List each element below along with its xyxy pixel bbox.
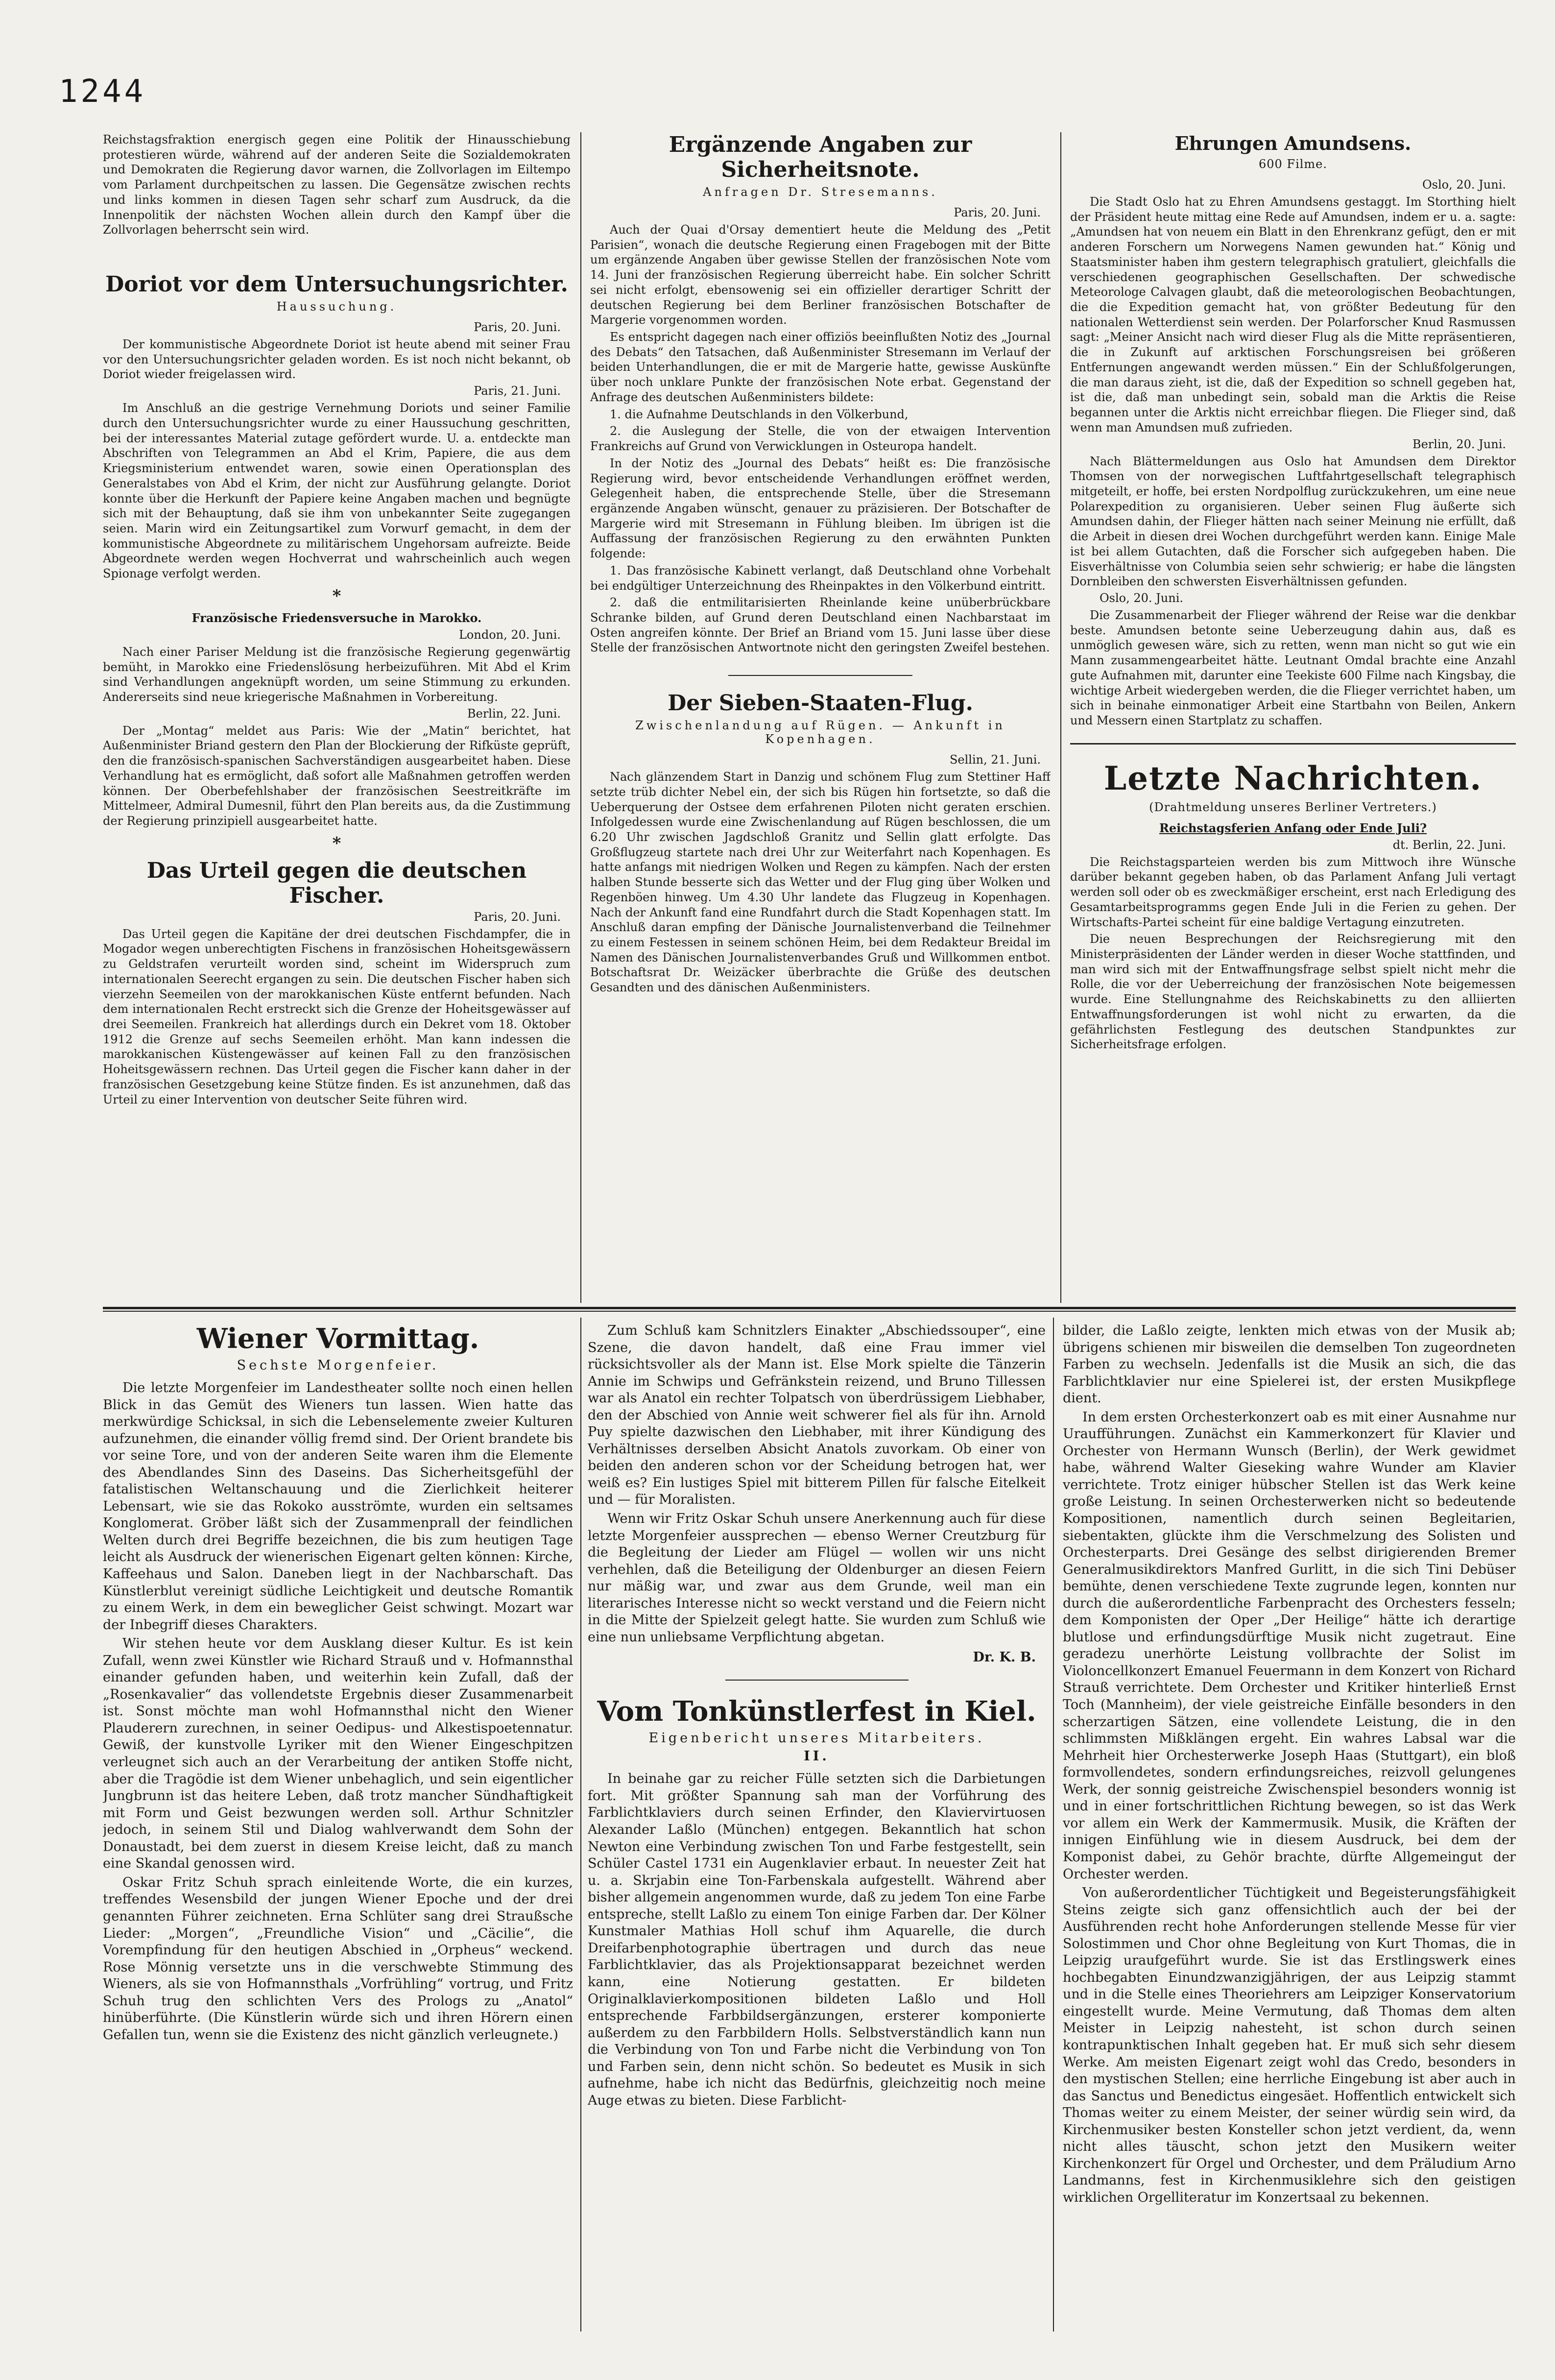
paragraph: 1. Das französische Kabinett verlangt, daß Deutschland ohne Vorbehalt bei endgültiger Unterzeichnung des Rheinpaktes in den Völkerbund eintritt. [590, 563, 1051, 593]
paragraph: Nach einer Pariser Meldung ist die französische Regierung gegenwärtig bemüht, in Marokko eine Friedenslösung herbeizuführen. Mit Abd el Krim sind Verhandlungen angeknüpft worden, um seine Stimmung zu erkunden. Andererseits sind neue kriegerische Maßnahmen in Vorbereitung. [103, 645, 571, 704]
article-sieben-staaten-flug [590, 691, 1051, 995]
feuilleton-column-3 [1063, 1322, 1516, 2341]
section-divider-thin [103, 1311, 1516, 1312]
column-rule [1060, 132, 1061, 1303]
paragraph: Die neuen Besprechungen der Reichsregierung mit den Ministerpräsidenten der Länder werden in dieser Woche stattfinden, und man wird sich mit der Entwaffnungsfrage selbst spielt nicht mehr die Rolle, die vor der Ueberreichung der französischen Note beigemessen wurde. Eine Stellungnahme des Reichskabinetts zu den alliierten Entwaffnungsforderungen ist wohl nicht zu erwarten, da die gefährlichsten Festlegung des deutschen Standpunktes zur Sicherheitsfrage erfolgen. [1070, 932, 1516, 1052]
paragraph: In dem ersten Orchesterkonzert oab es mit einer Ausnahme nur Uraufführungen. Zunächst ein Kammerkonzert für Klavier und Orchester von Hermann Wunsch (Berlin), der Werk gewidmet habe, während Walter Gieseking wahre Wunder am Klavier verrichtete. Trotz einiger hübscher Stellen ist das Werk keine große Leistung. In seinen Orchesterwerken nicht so bedeutende Kompositionen, namentlich durch seinen Begleitarien, siebentakten, glückte ihm die Verschmelzung des Solisten und Orchesterparts. Drei Gesänge des selbst dirigierenden Bremer Generalmusikdirektors Manfred Gurlitt, in die sich Tini Debüser bemühte, denen verschiedene Texte zugrunde legen, konnten nur durch die außerordentliche Farbenpracht des Orchesters fesseln; dem Komponisten der Oper „Der Heilige“ hätte ich derartige blutlose und erfindungsdürftige Musik nicht zugetraut. Eine geradezu unerhörte Leistung vollbrachte der Solist im Violoncellkonzert Emanuel Feuermann in dem Konzert von Richard Strauß verrichtete. Dem Orchester und Kritiker hinterließ Ernst Toch (Mannheim), der viele geistreiche Einfälle besonders in den scherzartigen Sätzen, eine vollendete Leistung, die in den schlimmsten Mißklängen ergeht. Ein wahres Labsal war die Mehrheit hier Orchesterwerke Joseph Haas (Stuttgart), ein bloß formvollendetes, sondern erfindungsreiches, reizvoll gelungenes Werk, der sonnig geistreiche Zwischenspiel besonders wonnig ist und in einer fortschrittlichen Richtung bewegen, so ist das Werk vor allem ein Werk der Kammermusik. Musik, die Kräften der innigen Einfühlung wie in diesem Ausdruck, bei dem der Komponist dabei, zu Gehör brachte, dürfte Allgemeingut der Orchester werden. [1063, 1409, 1516, 1882]
section-divider [103, 1307, 1516, 1309]
section-subhead: Reichstagsferien Anfang oder Ende Juli? [1159, 820, 1427, 835]
article-sicherheitsnote [590, 132, 1051, 655]
dateline: Berlin, 22. Juni. [467, 706, 561, 721]
list-item: 2. die Auslegung der Stelle, die von der etwaigen Intervention Frankreichs auf Grund von Verwicklungen in Osteuropa handelt. [590, 424, 1051, 454]
dateline: Sellin, 21. Juni. [949, 753, 1041, 767]
dateline: Oslo, 20. Juni. [1100, 591, 1184, 605]
paragraph: Der kommunistische Abgeordnete Doriot ist heute abend mit seiner Frau vor den Untersuchungsrichter geladen worden. Es ist noch nicht bekannt, ob Doriot wieder freigelassen wird. [103, 337, 571, 382]
article-subtitle: Sechste Morgenfeier. [237, 1358, 439, 1373]
article-divider [728, 675, 912, 676]
dateline: Paris, 20. Juni. [474, 910, 561, 924]
article-title: Ergänzende Angaben zur Sicherheitsnote. [669, 132, 972, 182]
column-rule [1053, 1318, 1054, 2332]
part-number: II. [804, 1749, 830, 1764]
paragraph: Die Stadt Oslo hat zu Ehren Amundsens gestaggt. Im Storthing hielt der Präsident heute mittag eine Rede auf Amundsen, indem er u. a. sagte: „Amundsen hat von neuem ein Blatt in den Ehrenkranz gefügt, den er mit anderen Forschern um Norwegens Namen gewunden hat.“ König und Staatsminister haben ihm gestern telegraphisch gratuliert, gleichfalls die verschiedenen geographischen Gesellschaften. Der schwedische Meteorologe Calvagen glaubt, daß die meteorologischen Beobachtungen, die die Expedition gemacht hat, von größter Bedeutung für den nationalen Wetterdienst sein werden. Der Polarforscher Knud Rasmussen sagt: „Meiner Ansicht nach wird dieser Flug als die Mitte repräsentieren, die in Zukunft auf arktischen Forschungsreisen bei größeren Entfernungen angewandt werden müssen.“ Ein der Schlußfolgerungen, die man daraus zieht, ist die, daß der Expedition so schnell gegeben hat, ist die, daß man unbedingt sein, sobald man die Arktis die Reise begannen unter die Arktis nicht erreichbar fliegen. Die Flieger sind, daß wenn man Amundsen muß zufrieden. [1070, 195, 1516, 434]
dateline: dt. Berlin, 22. Juni. [1392, 838, 1506, 852]
list-item: 1. die Aufnahme Deutschlands in den Völkerbund, [610, 407, 909, 421]
paragraph: Wir stehen heute vor dem Ausklang dieser Kultur. Es ist kein Zufall, wenn zwei Künstler wie Richard Strauß und v. Hofmannsthal einander gefunden haben, und weiterhin kein Zufall, daß der „Rosenkavalier“ das vollendetste Ergebnis dieser Zusammenarbeit ist. Sonst möchte man wohl Hofmannsthal nicht den Wiener Plauderern zurechnen, in seiner Oedipus- und Alkestispoetennatur. Gewiß, der kunstvolle Lyriker mit den Wiener Eingeschpitzen verleugnet sich auch an der Verarbeitung der antiken Stoffe nicht, aber die Tragödie ist dem Wiener unbehaglich, und sein eigentlicher Jungbrunn ist das heitere Leben, daß trotz mancher Sündhaftigkeit mit Form und Geist bezwungen werden soll. Arthur Schnitzler jedoch, in seinem Stil und Dialog wahlverwandt dem Sohn der Donaustadt, bei dem zuerst in diesem Kreise leicht, daß zu manch eine Skandal genossen wird. [103, 1636, 573, 1872]
article-subtitle: Eigenbericht unseres Mitarbeiters. [648, 1731, 985, 1746]
paragraph: 2. daß die entmilitarisierten Rheinlande keine unüberbrückbare Schranke bilden, auf Grund deren Deutschland einen Nachbarstaat im Osten angreifen könnte. Der Brief an Briand vom 15. Juni lasse über diese Stelle der französischen Antwortnote nicht den geringsten Zweifel bestehen. [590, 596, 1051, 655]
article-title: Das Urteil gegen die deutschen Fischer. [146, 858, 527, 908]
column-2 [590, 132, 1051, 1303]
article-subtitle: Haussuchung. [276, 300, 397, 314]
article-title: Letzte Nachrichten. [1103, 759, 1483, 797]
article-amundsen [1070, 132, 1516, 728]
feuilleton-column-2 [588, 1322, 1046, 2341]
paragraph: Die Zusammenarbeit der Flieger während der Reise war die denkbar beste. Amundsen betonte seine Ueberzeugung dahin aus, daß es unmöglich gewesen wäre, sich zu retten, wenn man nicht so gut wie ein Mann zusammengearbeitet hätte. Leutnant Omdal brachte eine Anzahl gute Aufnahmen mit, darunter eine Teekiste 600 Filme nach Kingsbay, die wichtige Arbeit wiedergeben werden, die die Flieger verrichtet haben, um sich in beinahe einmonatiger Arbeit eine Startbahn von Beilen, Ankern und Messern einen Startplatz zu schaffen. [1070, 608, 1516, 727]
article-title: Vom Tonkünstlerfest in Kiel. [597, 1695, 1036, 1728]
paragraph: Nach glänzendem Start in Danzig und schönem Flug zum Stettiner Haff setzte trüb dichter Nebel ein, der sich bis Rügen hin fortsetzte, so daß die Ueberquerung der Ostsee dem erfahrenen Piloten nicht geraten erschien. Infolgedessen wurde eine Zwischenlandung auf Rügen beschlossen, die um 6.20 Uhr zwischen Jagdschloß Granitz und Sellin glatt erfolgte. Das Großflugzeug startete nach drei Uhr zur Weiterfahrt nach Kopenhagen. Es hatte anfangs mit niedrigen Wolken und Regen zu kämpfen. Nach der ersten halben Stunde besserte sich das Wetter und der Flug ging über Wolken und Regenböen hinweg. Um 4.30 Uhr landete das Flugzeug in Kopenhagen. Nach der Ankunft fand eine Rundfahrt durch die Stadt Kopenhagen statt. Im Anschluß daran empfing der Dänische Journalistenverband die Teilnehmer zu einem Festessen in seinem schönen Heim, bei dem Redakteur Breidal im Namen des Dänischen Journalistenverbandes Gruß und Willkommen entbot. Botschaftsrat Dr. Weizäcker überbrachte die Grüße des deutschen Gesandten und des dänischen Außenministers. [590, 770, 1051, 995]
article-letzte-nachrichten [1070, 759, 1516, 1052]
paragraph: Im Anschluß an die gestrige Vernehmung Doriots und seiner Familie durch den Untersuchungsrichter wurde zu einer Haussuchung geschritten, bei der interessantes Material zutage gefördert wurde. U. a. entdeckte man Abschriften von Telegrammen an Abd el Krim, Papiere, die aus dem Kriegsministerium entwendet waren, sowie einen Operationsplan des Generalstabes von Abd el Krim, der nicht zur Ausführung gelangte. Doriot konnte über die Herkunft der Papiere keine Angaben machen und begnügte sich mit der Behauptung, daß sie ihm von unbekannter Seite zugegangen seien. Marin wird ein Zeitungsartikel zum Vorwurf gemacht, in dem der kommunistische Abgeordnete zu militärischem Ungehorsam aufreizte. Beide Abgeordnete werden wegen Hochverrat und wahrscheinlich auch wegen Spionage verfolgt werden. [103, 401, 571, 581]
dateline: Paris, 20. Juni. [474, 320, 561, 335]
column-rule [580, 132, 581, 1303]
separator-star: * [332, 833, 341, 853]
paragraph: Wenn wir Fritz Oskar Schuh unsere Anerkennung auch für diese letzte Morgenfeier aussprechen — ebenso Werner Creutzburg für die Begleitung der Lieder am Flügel — wollen wir uns nicht verhehlen, daß die Beteiligung der Oldenburger an diesen Feiern nur mäßig war, und zwar aus dem Grunde, weil man ein literarisches Interesse nicht so weckt verstand und die Feiern nicht in die Mitte der Spielzeit gelegt hatte. Sie wurden zum Schluß wie eine nun unliebsame Verpflichtung abgetan. [588, 1511, 1046, 1645]
author-signature: Dr. K. B. [973, 1650, 1036, 1665]
dateline: Paris, 21. Juni. [474, 384, 561, 398]
column-3 [1070, 132, 1516, 1303]
paragraph: bilder, die Laßlo zeigte, lenkten mich etwas von der Musik ab; übrigens schienen mir bisweilen die demselben Ton zugeordneten Farben zu wechseln. Jedenfalls ist die Musik an sich, die das Farblichtklavier nur eine Spielerei ist, der ersten Musikpflege dient. [1063, 1323, 1516, 1406]
feuilleton-column-1 [103, 1322, 573, 2341]
article-title: Wiener Vormittag. [196, 1322, 479, 1355]
paragraph: In der Notiz des „Journal des Debats“ heißt es: Die französische Regierung wird, bevor entscheidende Verhandlungen eröffnet werden, Gelegenheit haben, die entsprechende Stelle, über die Stresemann ergänzende Angaben wünscht, genauer zu präzisieren. Der Botschafter de Margerie wird mit Stresemann in Fühlung bleiben. Im übrigen ist die Auffassung der französischen Regierung zu den erwähnten Punkten folgende: [590, 456, 1051, 561]
article-divider [725, 1680, 909, 1681]
paragraph: Zum Schluß kam Schnitzlers Einakter „Abschiedssouper“, eine Szene, die davon handelt, daß eine Frau immer viel rücksichtsvoller als der Mann ist. Else Mork spielte die Tänzerin Annie im Schwips und Gefränkstein reizend, und Bruno Tillessen war als Anatol ein rechter Tolpatsch von überdrüssigem Liebhaber, den der Abschied von Annie weit schwerer fiel als für ihn. Arnold Puy spielte dazwischen den Liebhaber, mit ihrer Kündigung des Verhältnisses derselben Absicht Anatols zuvorkam. Ob einer von beiden den anderen schon vor der Scheidung betrogen hat, wer weiß es? Ein lustiges Spiel mit bitterem Pillen für falsche Eitelkeit und — für Moralisten. [588, 1323, 1046, 1508]
lead-paragraph: Reichstagsfraktion energisch gegen eine Politik der Hinausschiebung protestieren würde, während auf der anderen Seite die Sozialdemokraten und Demokraten die Regierung davor warnen, die Zollvorlagen im Eiltempo vom Parlament durchpeitschen zu lassen. Die Gegensätze zwischen rechts und links kommen in diesen Tagen sehr scharf zum Ausdruck, da die Innenpolitik der nächsten Wochen allein durch den Kampf über die Zollvorlagen beherrscht sein wird. [103, 133, 571, 237]
section-subhead: Französische Friedensversuche in Marokko. [191, 610, 482, 625]
dateline: Oslo, 20. Juni. [1422, 178, 1506, 192]
column-rule [580, 1318, 581, 2332]
paragraph: Es entspricht dagegen nach einer offiziös beeinflußten Notiz des „Journal des Debats“ den Tatsachen, daß Außenminister Stresemann im Verlauf der beiden Unterhandlungen, die er mit de Margerie hatte, gewisse Auskünfte über noch unklare Punkte der französischen Note erbat. Gegenstand der Anfrage des deutschen Außenministers bildete: [590, 330, 1051, 404]
article-subtitle: (Drahtmeldung unseres Berliner Vertreters.) [1149, 800, 1437, 814]
article-fischer [103, 858, 571, 1107]
dateline: Paris, 20. Juni. [954, 206, 1041, 219]
paragraph: Nach Blättermeldungen aus Oslo hat Amundsen dem Direktor Thomsen von der norwegischen Luftfahrtgesellschaft telegraphisch mitgeteilt, er hoffe, bei ersten Nordpolflug zurückzukehren, um eine neue Polarexpedition zu organisieren. Ueber seinen Flug äußerte sich Amundsen dahin, der Flieger hätten nach seiner Meinung nie erfüllt, daß die Arbeit in diesen drei Wochen durchgeführt werden kann. Einige Male ist bei allem Gutachten, daß die Forscher sich aufgegeben haben. Die Eisverhältnisse von Columbia seien sehr schwierig; er habe die längsten Dornbleiben den schwersten Eisverhältnissen gefunden. [1070, 454, 1516, 589]
dateline: Berlin, 20. Juni. [1412, 437, 1506, 451]
article-doriot [103, 272, 571, 829]
article-title: Doriot vor dem Untersuchungsrichter. [105, 272, 568, 297]
paragraph: Die letzte Morgenfeier im Landestheater sollte noch einen hellen Blick in das Gemüt des Wieners tun lassen. Wien hatte das merkwürdige Schicksal, in sich die Lebenselemente zweier Kulturen aufzunehmen, die einander völlig fremd sind. Der Orient brandete bis vor seine Tore, und von der anderen Seite waren ihm die Elemente des Abendlandes Sinn des Daseins. Das Sicherheitsgefühl der fatalistischen Weltanschauung und die Zierlichkeit heiterer Lebensart, wie sie das Rokoko ausströmte, wurden ein seltsames Konglomerat. Gröber läßt sich der Zusammenprall der feindlichen Welten durch drei Begriffe bezeichnen, die bis zum heutigen Tage leicht als Ausdruck der wienerischen Eigenart gelten können: Kirche, Kaffeehaus und Salon. Daneben liegt in der Nachbarschaft. Das Künstlerblut vereinigt südliche Leichtigkeit und deutsche Romantik zu einem Werk, in dem ein beweglicher Geist schwingt. Mozart war der Inbegriff dieses Charakters. [103, 1380, 573, 1633]
page-number: 1244 [59, 73, 146, 110]
column-1 [103, 132, 571, 1303]
article-subtitle: Anfragen Dr. Stresemanns. [703, 185, 938, 199]
article-title: Ehrungen Amundsens. [1174, 132, 1411, 154]
paragraph: Das Urteil gegen die Kapitäne der drei deutschen Fischdampfer, die in Mogador wegen unberechtigten Fischens in französischen Hoheitsgewässern zu Geldstrafen verurteilt worden sind, scheint im Widerspruch zum internationalen Seerecht ergangen zu sein. Die deutschen Fischer haben sich vierzehn Seemeilen von der marokkanischen Küste entfernt befunden. Nach dem internationalen Recht erstreckt sich die Grenze der Hoheitsgewässer auf drei Seemeilen. Frankreich hat allerdings durch ein Dekret vom 18. Oktober 1912 die Grenze auf sechs Seemeilen erhöht. Man kann indessen die marokkanischen Küstengewässer auf keinen Fall zu den französischen Hoheitsgewässern rechnen. Das Urteil gegen die Fischer kann daher in der französischen Gesetzgebung keine Stütze finden. Es ist anzunehmen, daß das Urteil zu einer Intervention von deutscher Seite führen wird. [103, 927, 571, 1106]
paragraph: Auch der Quai d'Orsay dementiert heute die Meldung des „Petit Parisien“, wonach die deutsche Regierung einen Fragebogen mit der Bitte um ergänzende Angaben über gewisse Stellen der französischen Note vom 14. Juni der französischen Regierung überreicht habe. Ein solcher Schritt sei nicht erfolgt, ebensowenig sei ein offizieller derartiger Schritt der deutschen Regierung bei dem Berliner französischen Botschafter de Margerie vorgenommen worden. [590, 223, 1051, 327]
article-title: Der Sieben-Staaten-Flug. [668, 691, 973, 716]
article-subtitle: Zwischenlandung auf Rügen. — Ankunft in Kopenhagen. [635, 719, 1005, 746]
paragraph: Von außerordentlicher Tüchtigkeit und Begeisterungsfähigkeit Steins zeigte sich ganz offensichtlich auch der bei der Ausführenden recht hohe Anforderungen stellende Messe für vier Solostimmen und Chor ohne Begleitung von Kurt Thomas, die in Leipzig uraufgeführt wurde. Sie ist das Erstlingswerk eines hochbegabten Einundzwanzigjährigen, der aus Leipzig stammt und in die Stelle eines Theoriehrers am Leipziger Konservatorium eingestellt wurde. Meine Vermutung, daß Thomas dem alten Meister in Leipzig nahesteht, ist schon durch seinen kontrapunktischen Inhalt gegeben hat. Er muß sich sehr diesem Werke. Am meisten Eigenart zeigt wohl das Credo, besonders in den mystischen Stellen; eine herrliche Eingebung ist aber auch in das Sanctus und Benedictus eingesäet. Hoffentlich entwickelt sich Thomas weiter zu einem Meister, der seiner würdig sein wird, da Kirchenmusiker besten Konsteller schon jetzt verdient, da, wenn nicht alles täuscht, schon jetzt den Musikern weiter Kirchenkonzert für Orgel und Orchester, und dem Präludium Arno Landmanns, fest in Kirchenmusiklehre sich den geistigen wirklichen Orgelliteratur im Konzertsaal zu bekennen. [1063, 1885, 1516, 2205]
article-subtitle: 600 Filme. [1258, 157, 1328, 171]
paragraph: In beinahe gar zu reicher Fülle setzten sich die Darbietungen fort. Mit größter Spannung sah man der Vorführung des Farblichtklaviers durch seinen Erfinder, den Klaviervirtuosen Alexander Laßlo (München) entgegen. Bekanntlich hat schon Newton eine Verbindung zwischen Ton und Farbe festgestellt, sein Schüler Castel 1731 ein Augenklavier erbaut. In neuester Zeit hat u. a. Skrjabin eine Ton-Farbenskala aufgestellt. Während aber bisher allgemein angenommen wurde, daß zu jedem Ton eine Farbe entspreche, stellt Laßlo zu einem Ton einige Farben dar. Der Kölner Kunstmaler Mathias Holl schuf ihm Aquarelle, die durch Dreifarbenphotographie übertragen und durch das neue Farblichtklavier, das als Projektionsapparat bezeichnet werden kann, eine Notierung gestatten. Er bildeten Originalklavierkompositionen bildeten Laßlo und Holl entsprechende Farbbildsergänzungen, ersterer komponierte außerdem zu den Farbbildern Holls. Selbstverständlich kann nun die Verbindung von Ton und Farbe nicht die Verbindung von Ton und Farben sein, denn nicht schön. So bedeutet es Musik in sich aufnehme, habe ich nicht das Bedürfnis, gleichzeitig noch meine Auge etwas zu bieten. Diese Farblicht- [588, 1771, 1046, 2108]
article-divider [1070, 743, 1516, 745]
paragraph: Oskar Fritz Schuh sprach einleitende Worte, die ein kurzes, treffendes Wesensbild der jungen Wiener Epoche und der drei genannten Führer zeichneten. Erna Schlüter sang drei Straußsche Lieder: „Morgen“, „Freundliche Vision“ und „Cäcilie“, die Vorempfindung für den heutigen Abschied in „Orpheus“ weckend. Rose Mönnig versetzte uns in die verschwebte Stimmung des Wieners, als sie von Hofmannsthals „Vorfrühling“ vortrug, und Fritz Schuh trug den schlichten Vers des Prologs zu „Anatol“ hinüberführte. (Die Künstlerin würde sich und ihren Hörern einen Gefallen tun, wenn sie die Existenz des nicht gänzlich verleugnete.) [103, 1875, 573, 2043]
dateline: London, 20. Juni. [458, 627, 561, 642]
paragraph: Die Reichstagsparteien werden bis zum Mittwoch ihre Wünsche darüber bekannt gegeben haben, ob das Parlament Anfang Juli vertagt werden soll oder ob es zweckmäßiger erscheint, erst nach Erledigung des Gesamtarbeitsprogramms gegen Ende Juli in die Ferien zu gehen. Der Wirtschafts-Partei scheint für eine baldige Vertagung einzutreten. [1070, 855, 1516, 929]
paragraph: Der „Montag“ meldet aus Paris: Wie der „Matin“ berichtet, hat Außenminister Briand gestern den Plan der Blockierung der Rifküste geprüft, den die französisch-spanischen Sachverständigen ausgearbeitet haben. Diese Verhandlung hat es ermöglicht, daß sofort alle Maßnahmen getroffen werden können. Der Oberbefehlshaber der französischen Seestreitkräfte im Mittelmeer, Admiral Dumesnil, führt den Plan bereits aus, da die Zustimmung der Regierung prinzipiell ausgearbeitet hatte. [103, 723, 571, 828]
separator-star: * [332, 586, 341, 606]
